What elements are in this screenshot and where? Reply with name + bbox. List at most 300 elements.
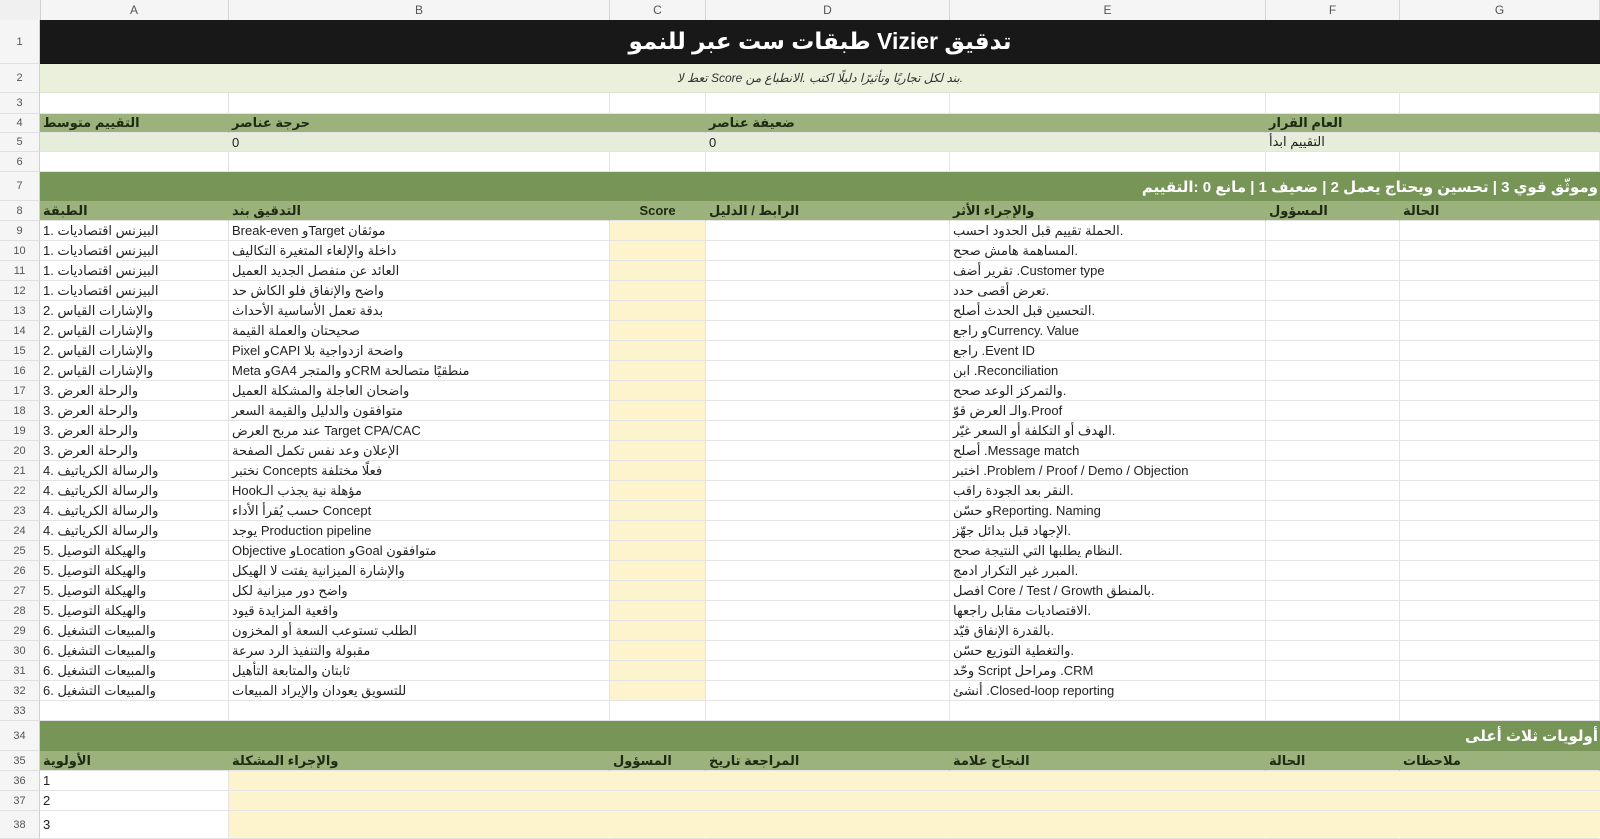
row-header[interactable]: 3 (0, 93, 40, 114)
audit-action-cell[interactable]: .بالمنطق Core / Test / Growth افصل (950, 581, 1266, 601)
owner-cell[interactable] (1266, 441, 1400, 461)
audit-layer-cell[interactable]: والرسالة الكرياتيف .4 (40, 501, 229, 521)
evidence-link-cell[interactable] (706, 521, 950, 541)
column-header-g[interactable]: G (1400, 0, 1600, 20)
priority-header-owner: المسؤول (610, 751, 706, 771)
status-cell[interactable] (1400, 581, 1600, 601)
status-cell[interactable] (1400, 681, 1600, 701)
row-header[interactable]: 30 (0, 641, 40, 661)
sheet-row (0, 321, 1600, 341)
cell[interactable] (1266, 93, 1400, 114)
column-header-d[interactable]: D (706, 0, 950, 20)
summary-value-critical[interactable]: 0 (229, 133, 706, 152)
sheet-row (0, 401, 1600, 421)
audit-layer-cell[interactable]: والهيكلة التوصيل .5 (40, 601, 229, 621)
sheet-row (0, 521, 1600, 541)
row-header[interactable]: 24 (0, 521, 40, 541)
cell[interactable] (706, 152, 950, 172)
score-input-cell[interactable] (610, 461, 706, 481)
cell[interactable] (1400, 701, 1600, 721)
row-header[interactable]: 27 (0, 581, 40, 601)
priority-input-cell[interactable] (1266, 791, 1400, 811)
audit-item-cell[interactable]: والإشارة الميزانية يفتت لا الهيكل (229, 561, 610, 581)
row-header[interactable]: 5 (0, 133, 40, 152)
row-header[interactable]: 7 (0, 172, 40, 201)
audit-action-cell[interactable]: Reporting. Namingو حسّن (950, 501, 1266, 521)
status-cell[interactable] (1400, 521, 1600, 541)
status-cell[interactable] (1400, 301, 1600, 321)
audit-item-cell[interactable]: فعلًا مختلفة Concepts نختبر (229, 461, 610, 481)
sheet-row (0, 581, 1600, 601)
row-header[interactable]: 12 (0, 281, 40, 301)
row-header[interactable]: 36 (0, 771, 40, 791)
sheet-row (0, 201, 1600, 221)
audit-action-cell[interactable]: Message match. أصلح (950, 441, 1266, 461)
evidence-link-cell[interactable] (706, 401, 950, 421)
sheet-row (0, 261, 1600, 281)
owner-cell[interactable] (1266, 301, 1400, 321)
select-all-corner[interactable] (0, 0, 41, 20)
cell[interactable] (950, 93, 1266, 114)
cell[interactable] (1400, 93, 1600, 114)
audit-layer-cell[interactable]: والهيكلة التوصيل .5 (40, 581, 229, 601)
sheet-row (0, 301, 1600, 321)
evidence-link-cell[interactable] (706, 541, 950, 561)
row-header[interactable]: 8 (0, 201, 40, 221)
audit-item-cell[interactable]: واضح والإنفاق فلو الكاش حد (229, 281, 610, 301)
cell[interactable] (706, 93, 950, 114)
row-header[interactable]: 21 (0, 461, 40, 481)
owner-cell[interactable] (1266, 381, 1400, 401)
audit-item-cell[interactable]: مؤهلة نية يجذب الـHook (229, 481, 610, 501)
evidence-link-cell[interactable] (706, 461, 950, 481)
cell[interactable] (610, 701, 706, 721)
status-cell[interactable] (1400, 481, 1600, 501)
priority-input-cell[interactable] (1400, 771, 1600, 791)
audit-item-cell[interactable]: العائد عن منفصل الجديد العميل (229, 261, 610, 281)
evidence-link-cell[interactable] (706, 321, 950, 341)
audit-layer-cell[interactable]: البيزنس اقتصاديات .1 (40, 281, 229, 301)
audit-layer-cell[interactable]: والهيكلة التوصيل .5 (40, 541, 229, 561)
row-header[interactable]: 18 (0, 401, 40, 421)
priority-input-cell[interactable] (610, 771, 706, 791)
row-header[interactable]: 2 (0, 64, 40, 93)
summary-value-weak[interactable]: 0 (706, 133, 1266, 152)
sheet-row (0, 621, 1600, 641)
audit-action-cell[interactable]: .بالقدرة الإنفاق قيّد (950, 621, 1266, 641)
priority-input-cell[interactable] (1266, 811, 1400, 839)
cell[interactable] (1266, 152, 1400, 172)
audit-layer-cell[interactable]: والإشارات القياس .2 (40, 321, 229, 341)
owner-cell[interactable] (1266, 641, 1400, 661)
priority-input-cell[interactable] (229, 791, 610, 811)
priority-input-cell[interactable] (950, 771, 1266, 791)
owner-cell[interactable] (1266, 321, 1400, 341)
cell[interactable] (40, 93, 229, 114)
owner-cell[interactable] (1266, 221, 1400, 241)
cell[interactable] (610, 152, 706, 172)
audit-layer-cell[interactable]: البيزنس اقتصاديات .1 (40, 221, 229, 241)
owner-cell[interactable] (1266, 481, 1400, 501)
status-cell[interactable] (1400, 361, 1600, 381)
cell[interactable] (229, 701, 610, 721)
status-cell[interactable] (1400, 381, 1600, 401)
row-header[interactable]: 34 (0, 721, 40, 751)
row-header[interactable]: 33 (0, 701, 40, 721)
score-input-cell[interactable] (610, 401, 706, 421)
sheet-row (0, 721, 1600, 751)
audit-item-cell[interactable]: للتسويق يعودان والإيراد المبيعات (229, 681, 610, 701)
audit-action-cell[interactable]: .التحسين قبل الحدث أصلح (950, 301, 1266, 321)
status-cell[interactable] (1400, 461, 1600, 481)
row-header[interactable]: 26 (0, 561, 40, 581)
audit-layer-cell[interactable]: والإشارات القياس .2 (40, 341, 229, 361)
audit-action-cell[interactable]: Proof.والـ العرض قوّ (950, 401, 1266, 421)
sheet-row (0, 221, 1600, 241)
row-header[interactable]: 17 (0, 381, 40, 401)
audit-action-cell[interactable]: .الاقتصاديات مقابل راجعها (950, 601, 1266, 621)
row-header[interactable]: 20 (0, 441, 40, 461)
score-input-cell[interactable] (610, 421, 706, 441)
row-header[interactable]: 23 (0, 501, 40, 521)
priority-input-cell[interactable] (1400, 811, 1600, 839)
evidence-link-cell[interactable] (706, 681, 950, 701)
summary-value-decision[interactable]: التقييم ابدأ (1266, 133, 1600, 152)
audit-layer-cell[interactable]: والرسالة الكرياتيف .4 (40, 481, 229, 501)
audit-header-status: الحالة (1400, 201, 1600, 221)
score-input-cell[interactable] (610, 641, 706, 661)
owner-cell[interactable] (1266, 461, 1400, 481)
row-header[interactable]: 31 (0, 661, 40, 681)
sheet-row (0, 601, 1600, 621)
column-header-c[interactable]: C (610, 0, 706, 20)
audit-item-cell[interactable]: الإعلان وعد نفس تكمل الصفحة (229, 441, 610, 461)
evidence-link-cell[interactable] (706, 301, 950, 321)
score-input-cell[interactable] (610, 321, 706, 341)
audit-layer-cell[interactable]: البيزنس اقتصاديات .1 (40, 241, 229, 261)
row-header[interactable]: 4 (0, 114, 40, 133)
evidence-link-cell[interactable] (706, 441, 950, 461)
status-cell[interactable] (1400, 321, 1600, 341)
sheet-row (0, 771, 1600, 791)
column-header-e[interactable]: E (950, 0, 1266, 20)
sheet-row (0, 421, 1600, 441)
sheet-subtitle: .بند لكل تجاريًا وتأثيرًا دليلًا اكتب .الانطباع من Score تعط لا (40, 64, 1600, 93)
audit-action-cell[interactable]: .الهدف أو التكلفة أو السعر غيّر (950, 421, 1266, 441)
sheet-row (0, 681, 1600, 701)
audit-action-cell[interactable]: .المبرر غير التكرار ادمج (950, 561, 1266, 581)
cell[interactable] (40, 701, 229, 721)
score-input-cell[interactable] (610, 381, 706, 401)
owner-cell[interactable] (1266, 421, 1400, 441)
row-header[interactable]: 15 (0, 341, 40, 361)
row-header[interactable]: 9 (0, 221, 40, 241)
row-header[interactable]: 29 (0, 621, 40, 641)
status-cell[interactable] (1400, 441, 1600, 461)
row-header[interactable]: 22 (0, 481, 40, 501)
sheet-row (0, 641, 1600, 661)
audit-item-cell[interactable]: واضح دور ميزانية لكل (229, 581, 610, 601)
row-header[interactable]: 11 (0, 261, 40, 281)
row-header[interactable]: 28 (0, 601, 40, 621)
cell[interactable] (229, 152, 610, 172)
cell[interactable] (610, 93, 706, 114)
evidence-link-cell[interactable] (706, 601, 950, 621)
sheet-row (0, 561, 1600, 581)
sheet-row (0, 64, 1600, 93)
score-input-cell[interactable] (610, 601, 706, 621)
sheet-row (0, 152, 1600, 172)
audit-action-cell[interactable]: .تعرض أقصى حدد (950, 281, 1266, 301)
audit-action-cell[interactable]: .والتمركز الوعد صحح (950, 381, 1266, 401)
audit-action-cell[interactable]: .المساهمة هامش صحح (950, 241, 1266, 261)
audit-item-cell[interactable]: Production pipeline يوجد (229, 521, 610, 541)
evidence-link-cell[interactable] (706, 661, 950, 681)
sheet-row (0, 20, 1600, 64)
sheet-row (0, 361, 1600, 381)
sheet-row (0, 241, 1600, 261)
evidence-link-cell[interactable] (706, 361, 950, 381)
sheet-row (0, 281, 1600, 301)
sheet-row (0, 93, 1600, 114)
status-cell[interactable] (1400, 401, 1600, 421)
evidence-link-cell[interactable] (706, 561, 950, 581)
score-input-cell[interactable] (610, 441, 706, 461)
owner-cell[interactable] (1266, 501, 1400, 521)
summary-header-decision: العام القرار (1266, 114, 1600, 133)
priority-input-cell[interactable] (229, 771, 610, 791)
audit-action-cell[interactable]: .الحملة تقييم قبل الحدود احسب (950, 221, 1266, 241)
audit-item-cell[interactable]: داخلة والإلغاء المتغيرة التكاليف (229, 241, 610, 261)
cell[interactable] (40, 152, 229, 172)
score-input-cell[interactable] (610, 301, 706, 321)
row-header[interactable]: 32 (0, 681, 40, 701)
status-cell[interactable] (1400, 541, 1600, 561)
cell[interactable] (1266, 701, 1400, 721)
owner-cell[interactable] (1266, 681, 1400, 701)
status-cell[interactable] (1400, 621, 1600, 641)
audit-layer-cell[interactable]: والرسالة الكرياتيف .4 (40, 521, 229, 541)
evidence-link-cell[interactable] (706, 381, 950, 401)
owner-cell[interactable] (1266, 601, 1400, 621)
audit-layer-cell[interactable]: والمبيعات التشغيل .6 (40, 681, 229, 701)
priority-input-cell[interactable] (610, 811, 706, 839)
score-input-cell[interactable] (610, 681, 706, 701)
priority-input-cell[interactable] (950, 791, 1266, 811)
status-cell[interactable] (1400, 261, 1600, 281)
row-header[interactable]: 1 (0, 20, 40, 64)
cell[interactable] (950, 152, 1266, 172)
audit-action-cell[interactable]: CRM. ومراحل Script وحّد (950, 661, 1266, 681)
priority-number-cell[interactable]: 1 (40, 771, 229, 791)
evidence-link-cell[interactable] (706, 501, 950, 521)
owner-cell[interactable] (1266, 541, 1400, 561)
audit-action-cell[interactable]: Currency. Valueو راجع (950, 321, 1266, 341)
audit-layer-cell[interactable]: والرحلة العرض .3 (40, 381, 229, 401)
priority-input-cell[interactable] (1400, 791, 1600, 811)
score-input-cell[interactable] (610, 581, 706, 601)
audit-item-cell[interactable]: موثقان Targetو Break-even (229, 221, 610, 241)
owner-cell[interactable] (1266, 241, 1400, 261)
audit-item-cell[interactable]: ثابتان والمتابعة التأهيل (229, 661, 610, 681)
owner-cell[interactable] (1266, 581, 1400, 601)
score-input-cell[interactable] (610, 361, 706, 381)
column-header-a[interactable]: A (40, 0, 229, 20)
evidence-link-cell[interactable] (706, 341, 950, 361)
audit-item-cell[interactable]: مقبولة والتنفيذ الرد سرعة (229, 641, 610, 661)
row-header[interactable]: 25 (0, 541, 40, 561)
owner-cell[interactable] (1266, 401, 1400, 421)
status-cell[interactable] (1400, 661, 1600, 681)
status-cell[interactable] (1400, 421, 1600, 441)
row-header[interactable]: 38 (0, 811, 40, 839)
owner-cell[interactable] (1266, 281, 1400, 301)
evidence-link-cell[interactable] (706, 421, 950, 441)
evidence-link-cell[interactable] (706, 581, 950, 601)
column-header-f[interactable]: F (1266, 0, 1400, 20)
audit-layer-cell[interactable]: والمبيعات التشغيل .6 (40, 621, 229, 641)
row-header[interactable]: 6 (0, 152, 40, 172)
audit-action-cell[interactable]: Closed-loop reporting. أنشئ (950, 681, 1266, 701)
audit-item-cell[interactable]: Concept حسب يُقرأ الأداء (229, 501, 610, 521)
audit-layer-cell[interactable]: والرسالة الكرياتيف .4 (40, 461, 229, 481)
priority-input-cell[interactable] (229, 811, 610, 839)
audit-action-cell[interactable]: Customer type. تقرير أضف (950, 261, 1266, 281)
priority-header-action: والإجراء المشكلة (229, 751, 610, 771)
score-input-cell[interactable] (610, 501, 706, 521)
score-input-cell[interactable] (610, 541, 706, 561)
status-cell[interactable] (1400, 341, 1600, 361)
priority-number-cell[interactable]: 3 (40, 811, 229, 839)
row-header[interactable]: 35 (0, 751, 40, 771)
owner-cell[interactable] (1266, 261, 1400, 281)
audit-item-cell[interactable]: بدقة تعمل الأساسية الأحداث (229, 301, 610, 321)
owner-cell[interactable] (1266, 561, 1400, 581)
audit-layer-cell[interactable]: والرحلة العرض .3 (40, 401, 229, 421)
owner-cell[interactable] (1266, 361, 1400, 381)
score-input-cell[interactable] (610, 281, 706, 301)
evidence-link-cell[interactable] (706, 261, 950, 281)
audit-item-cell[interactable]: منطقيًا متصالحة CRMو والمتجر GA4و Meta (229, 361, 610, 381)
cell[interactable] (229, 93, 610, 114)
priority-input-cell[interactable] (706, 811, 950, 839)
column-header-b[interactable]: B (229, 0, 610, 20)
audit-layer-cell[interactable]: والإشارات القياس .2 (40, 361, 229, 381)
score-input-cell[interactable] (610, 621, 706, 641)
audit-item-cell[interactable]: صحيحتان والعملة القيمة (229, 321, 610, 341)
audit-item-cell[interactable]: واضحة ازدواجية بلا CAPIو Pixel (229, 341, 610, 361)
priority-input-cell[interactable] (1266, 771, 1400, 791)
row-header[interactable]: 16 (0, 361, 40, 381)
status-cell[interactable] (1400, 501, 1600, 521)
priority-input-cell[interactable] (610, 791, 706, 811)
audit-action-cell[interactable]: .والتغطية التوزيع حسّن (950, 641, 1266, 661)
audit-action-cell[interactable]: Problem / Proof / Demo / Objection. اختبر (950, 461, 1266, 481)
audit-header-score: Score (610, 201, 706, 221)
status-cell[interactable] (1400, 641, 1600, 661)
audit-layer-cell[interactable]: والهيكلة التوصيل .5 (40, 561, 229, 581)
audit-header-layer: الطبقة (40, 201, 229, 221)
score-legend: وموثّق قوي 3 | تحسين ويحتاج يعمل 2 | ضعيف 1 | مانع 0 :التقييم (40, 172, 1600, 201)
sheet-row (0, 172, 1600, 201)
audit-action-cell[interactable]: Reconciliation. ابن (950, 361, 1266, 381)
evidence-link-cell[interactable] (706, 241, 950, 261)
evidence-link-cell[interactable] (706, 281, 950, 301)
audit-item-cell[interactable]: واقعية المزايدة قيود (229, 601, 610, 621)
row-header[interactable]: 14 (0, 321, 40, 341)
sheet-title: طبقات ست عبر للنمو Vizier تدقيق (40, 20, 1600, 64)
audit-action-cell[interactable]: .النظام يطلبها التي النتيجة صحح (950, 541, 1266, 561)
summary-header-weak: ضعيفة عناصر (706, 114, 1266, 133)
audit-item-cell[interactable]: متوافقون والدليل والقيمة السعر (229, 401, 610, 421)
sheet-row (0, 481, 1600, 501)
priority-input-cell[interactable] (706, 791, 950, 811)
score-input-cell[interactable] (610, 561, 706, 581)
owner-cell[interactable] (1266, 521, 1400, 541)
row-header[interactable]: 13 (0, 301, 40, 321)
evidence-link-cell[interactable] (706, 641, 950, 661)
row-header[interactable]: 19 (0, 421, 40, 441)
evidence-link-cell[interactable] (706, 621, 950, 641)
row-header[interactable]: 10 (0, 241, 40, 261)
audit-item-cell[interactable]: متوافقون Goalو Locationو Objective (229, 541, 610, 561)
owner-cell[interactable] (1266, 621, 1400, 641)
score-input-cell[interactable] (610, 661, 706, 681)
cell[interactable] (1400, 152, 1600, 172)
cell[interactable] (950, 701, 1266, 721)
audit-action-cell[interactable]: Event ID. راجع (950, 341, 1266, 361)
audit-layer-cell[interactable]: والمبيعات التشغيل .6 (40, 641, 229, 661)
audit-action-cell[interactable]: .الإجهاد قبل بدائل جهّز (950, 521, 1266, 541)
row-header[interactable]: 37 (0, 791, 40, 811)
audit-item-cell[interactable]: الطلب تستوعب السعة أو المخزون (229, 621, 610, 641)
score-input-cell[interactable] (610, 221, 706, 241)
summary-value-average[interactable] (40, 133, 229, 152)
priority-header-priority: الأولوية (40, 751, 229, 771)
status-cell[interactable] (1400, 281, 1600, 301)
owner-cell[interactable] (1266, 661, 1400, 681)
audit-item-cell[interactable]: واضحان العاجلة والمشكلة العميل (229, 381, 610, 401)
audit-item-cell[interactable]: Target CPA/CAC عند مربح العرض (229, 421, 610, 441)
sheet-row (0, 341, 1600, 361)
score-input-cell[interactable] (610, 481, 706, 501)
audit-layer-cell[interactable]: والمبيعات التشغيل .6 (40, 661, 229, 681)
score-input-cell[interactable] (610, 241, 706, 261)
cell[interactable] (706, 701, 950, 721)
evidence-link-cell[interactable] (706, 221, 950, 241)
audit-header-item: التدقيق بند (229, 201, 610, 221)
score-input-cell[interactable] (610, 261, 706, 281)
audit-layer-cell[interactable]: والإشارات القياس .2 (40, 301, 229, 321)
status-cell[interactable] (1400, 221, 1600, 241)
audit-layer-cell[interactable]: والرحلة العرض .3 (40, 441, 229, 461)
owner-cell[interactable] (1266, 341, 1400, 361)
priority-input-cell[interactable] (950, 811, 1266, 839)
audit-layer-cell[interactable]: والرحلة العرض .3 (40, 421, 229, 441)
score-input-cell[interactable] (610, 521, 706, 541)
priority-input-cell[interactable] (706, 771, 950, 791)
score-input-cell[interactable] (610, 341, 706, 361)
status-cell[interactable] (1400, 561, 1600, 581)
priority-header-status: الحالة (1266, 751, 1400, 771)
evidence-link-cell[interactable] (706, 481, 950, 501)
status-cell[interactable] (1400, 241, 1600, 261)
audit-action-cell[interactable]: .النقر بعد الجودة راقب (950, 481, 1266, 501)
audit-layer-cell[interactable]: البيزنس اقتصاديات .1 (40, 261, 229, 281)
priority-number-cell[interactable]: 2 (40, 791, 229, 811)
summary-header-average: التقييم متوسط (40, 114, 229, 133)
status-cell[interactable] (1400, 601, 1600, 621)
